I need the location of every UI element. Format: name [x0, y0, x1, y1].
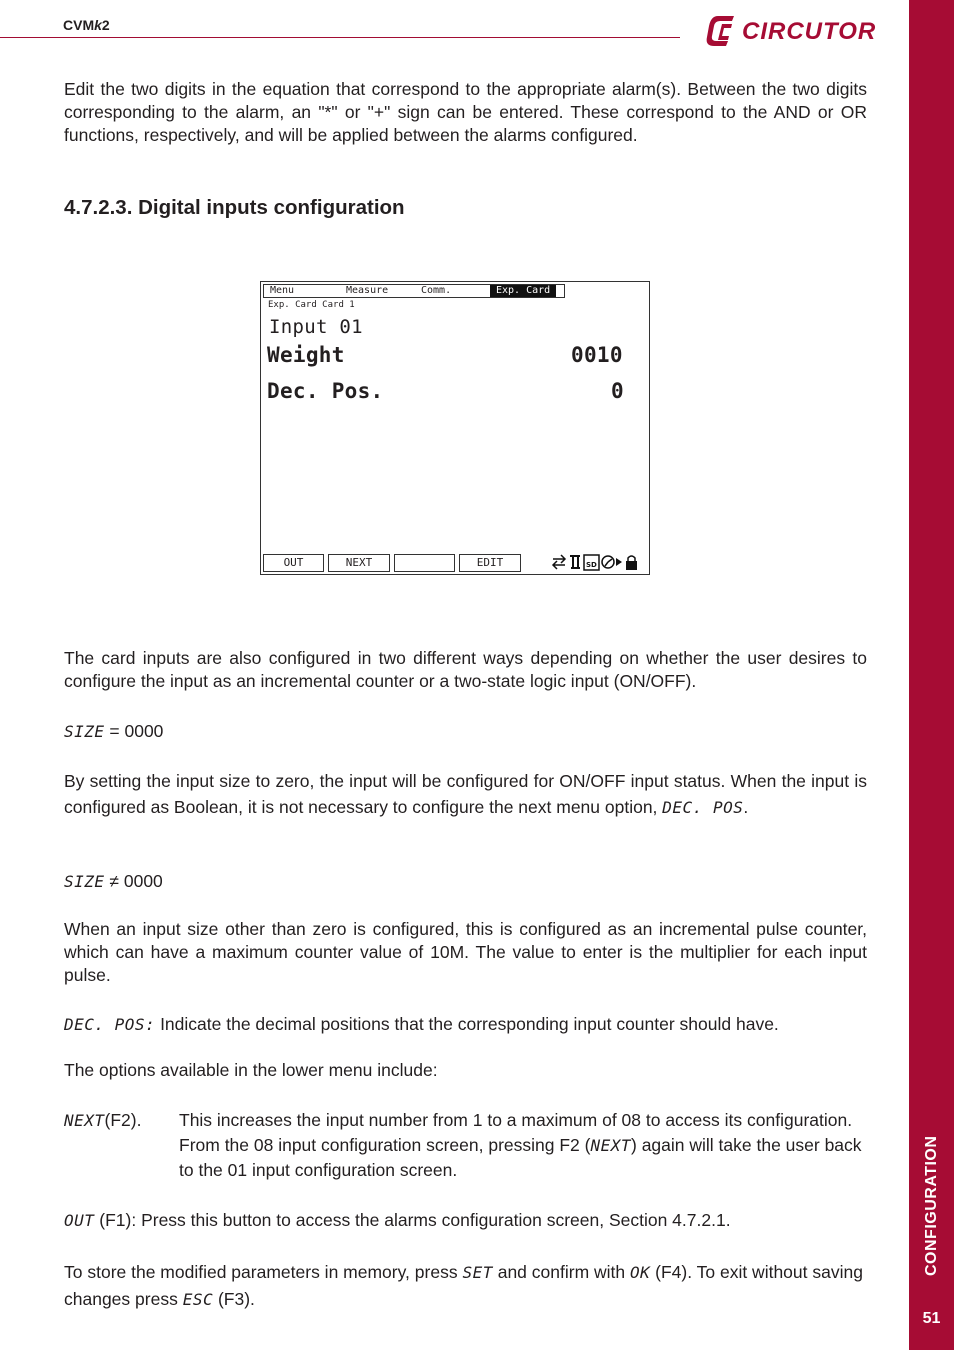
size-term: SIZE: [64, 722, 105, 741]
svg-text:SD: SD: [586, 561, 597, 569]
size-nonzero-paragraph: When an input size other than zero is configured, this is configured as an incremental pulse counter, which can have a maximum counter value of 10M. The value to enter is the multiplier for each input pulse.: [64, 919, 867, 985]
softkey-out[interactable]: OUT: [263, 554, 324, 572]
arrow-right-icon: [616, 558, 622, 566]
tab-comm[interactable]: Comm.: [421, 285, 452, 296]
transfer-arrows-icon: [553, 555, 565, 569]
section-title: 4.7.2.3. Digital inputs configuration: [64, 196, 405, 219]
dec-pos-label: Dec. Pos.: [267, 379, 384, 403]
dec-pos-value[interactable]: 0: [611, 379, 624, 403]
size-term: SIZE: [64, 872, 105, 891]
tab-exp-card[interactable]: Exp. Card: [490, 285, 556, 297]
clock-icon: [602, 556, 614, 568]
size-zero-line: SIZE = 0000: [64, 721, 164, 741]
softkey-next[interactable]: NEXT: [328, 554, 390, 572]
next-description: This increases the input number from 1 to a maximum of 08 to access its configuration. From the 08 input configuration screen, pressing F2 (NEXT) again will take the user back to the 01 input configuration screen.: [179, 1110, 862, 1180]
circutor-logo: [706, 12, 886, 48]
next-term: NEXT(F2).: [64, 1110, 142, 1130]
tab-menu[interactable]: Menu: [270, 285, 295, 296]
header-rule: [0, 37, 680, 38]
tab-measure[interactable]: Measure: [346, 285, 389, 296]
weight-label: Weight: [267, 343, 345, 367]
screen-breadcrumb: Exp. Card Card 1: [268, 300, 355, 310]
size-zero-paragraph: By setting the input size to zero, the input will be configured for ON/OFF input status. When the input is configured as Boolean, it is not necessary to configure the next menu option, DEC. POS.: [64, 771, 867, 817]
sd-card-icon: [584, 555, 599, 570]
card-inputs-paragraph: The card inputs are also configured in two different ways depending on whether the user desires to configure the input as an incremental counter or a two-state logic input (ON/OFF).: [64, 648, 867, 691]
dec-pos-description: DEC. POS: Indicate the decimal positions that the corresponding input counter should have.: [64, 1014, 779, 1034]
out-description: OUT (F1): Press this button to access the alarms configuration screen, Section 4.7.2.1.: [64, 1210, 731, 1230]
softkey-edit[interactable]: EDIT: [459, 554, 521, 572]
size-nonzero-line: SIZE ≠ 0000: [64, 871, 163, 891]
options-intro: The options available in the lower menu include:: [64, 1060, 438, 1080]
plug-icon: [570, 556, 580, 568]
svg-text:CIRCUTOR: CIRCUTOR: [742, 18, 877, 45]
device-screen: [260, 281, 650, 575]
intro-paragraph: Edit the two digits in the equation that correspond to the appropriate alarm(s). Between the two digits corresponding to the alarm, an "*" or "+" sign can be entered. These correspond to the AND or OR functions, respectively, and will be applied between the alarms configured.: [64, 79, 867, 145]
screen-tab-bar: [263, 284, 565, 298]
status-icons: [550, 552, 646, 572]
input-label: Input 01: [269, 316, 363, 338]
store-paragraph: To store the modified parameters in memory, press SET and confirm with OK (F4). To exit without saving changes press ESC (F3).: [64, 1262, 863, 1309]
document-code: CVMk2: [63, 17, 110, 33]
weight-value[interactable]: 0010: [571, 343, 623, 367]
page-number: 51: [922, 1310, 941, 1327]
lock-icon: [626, 556, 637, 570]
softkey-f3[interactable]: [394, 554, 455, 572]
